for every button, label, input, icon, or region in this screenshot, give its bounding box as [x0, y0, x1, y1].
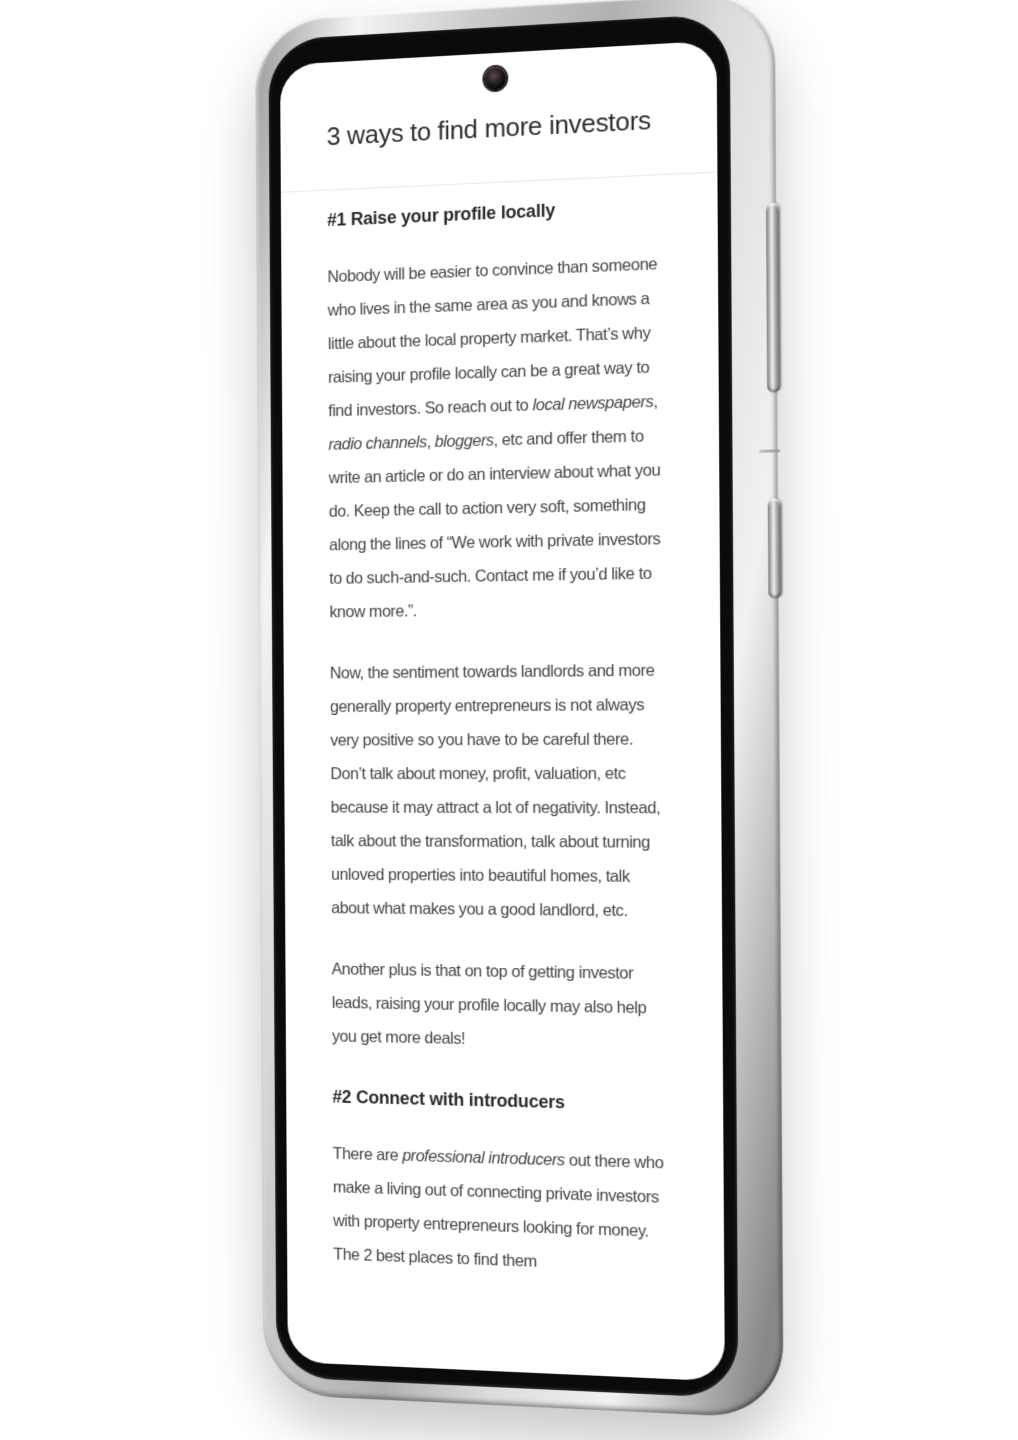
phone-screen[interactable]	[280, 41, 725, 1382]
italic-text: local newspapers	[532, 392, 654, 415]
section-heading-2: #2 Connect with introducers	[332, 1086, 565, 1113]
text: ,	[653, 392, 658, 412]
italic-text: radio channels	[328, 433, 427, 454]
power-button[interactable]	[768, 498, 782, 598]
text: Now, the sentiment towards landlords and more generally property entrepreneurs is not always very positive so you have to be careful there. Don’t talk about money, profit, valuation, etc because it may attract a lot of negativity. Instead, talk about the transformation, talk about turning unloved properties into beautiful homes, talk about what makes you a good landlord, etc.	[329, 661, 661, 921]
paragraph	[330, 653, 673, 928]
phone-mockup	[255, 0, 784, 1419]
text: , etc and offer them to write an article or do an interview about what you do. Keep the call to action very soft, something along the lines of “We work with private investors to do such-and-such. Contact me if you’d like to know more.”.	[328, 427, 661, 622]
section-heading-1: #1 Raise your profile locally	[327, 200, 556, 231]
italic-text: professional introducers	[402, 1146, 565, 1170]
phone-bezel	[268, 13, 738, 1398]
text: ,	[426, 433, 435, 452]
article-header	[280, 41, 717, 155]
paragraph	[332, 953, 674, 1061]
text: There are	[332, 1144, 403, 1165]
article-body	[281, 193, 724, 1286]
header-divider	[281, 172, 718, 193]
article-title: 3 ways to find more investors	[326, 104, 651, 152]
paragraph	[327, 247, 671, 630]
volume-button[interactable]	[766, 202, 781, 392]
case-seam	[759, 449, 780, 453]
paragraph	[333, 1137, 676, 1284]
text: Nobody will be easier to convince than someone who lives in the same area as you and knows a little about the local property market. That’s why raising your profile locally can be a great way to find investors. So reach out to	[327, 255, 658, 421]
text: out there who make a living out of connecting private investors with property entrepreneurs looking for money. The 2 best places to find them	[332, 1151, 664, 1271]
italic-text: bloggers	[434, 431, 494, 452]
text: Another plus is that on top of getting investor leads, raising your profile locally may also help you get more deals!	[331, 960, 647, 1049]
